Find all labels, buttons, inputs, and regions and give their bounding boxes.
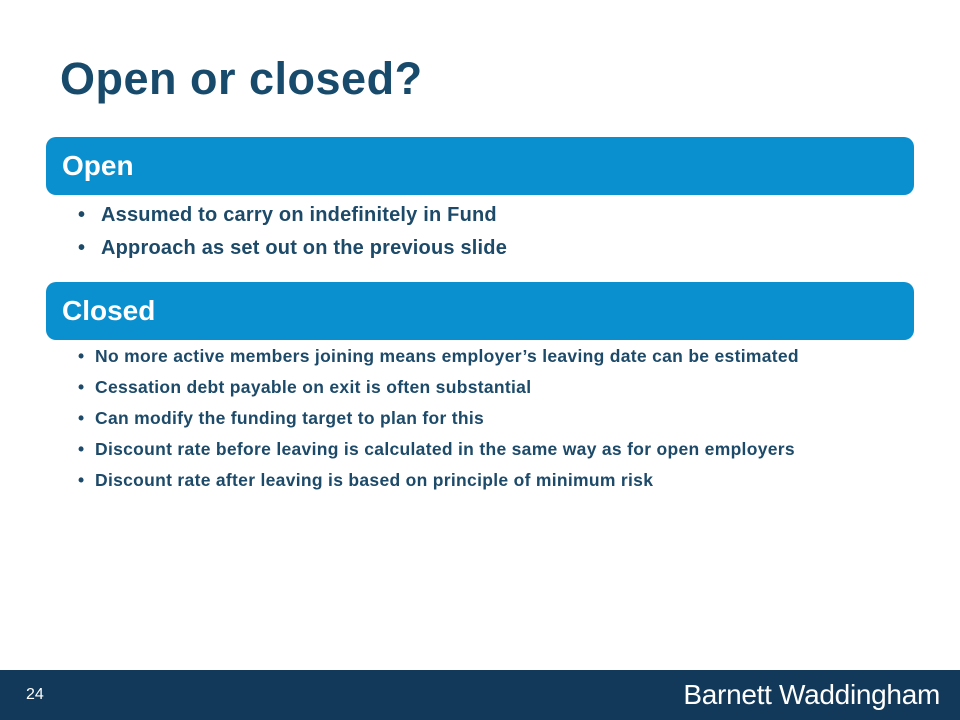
list-item <box>78 470 878 491</box>
bullet-text: Assumed to carry on indefinitely in Fund <box>101 204 497 226</box>
closed-bullet-list <box>78 346 878 501</box>
bullet-text: Discount rate after leaving is based on principle of minimum risk <box>95 470 654 490</box>
list-item <box>78 439 878 460</box>
closed-section-heading: Closed <box>62 295 156 326</box>
list-item <box>78 377 878 398</box>
list-item <box>78 346 878 367</box>
brand-logo: Barnett Waddingham <box>683 679 940 710</box>
bullet-text: No more active members joining means employer’s leaving date can be estimated <box>95 346 799 366</box>
open-section-header <box>46 137 914 195</box>
bullet-text: Discount rate before leaving is calculated in the same way as for open employers <box>95 439 795 459</box>
bullet-icon: • <box>78 346 85 366</box>
list-item <box>78 202 908 228</box>
open-bullet-list <box>78 202 908 268</box>
bullet-icon: • <box>78 439 85 459</box>
closed-section-header <box>46 282 914 340</box>
list-item <box>78 235 908 261</box>
bullet-icon: • <box>78 204 86 226</box>
bullet-text: Can modify the funding target to plan for this <box>95 408 485 428</box>
bullet-text: Approach as set out on the previous slide <box>101 237 508 259</box>
open-section-heading: Open <box>62 150 134 181</box>
bullet-icon: • <box>78 377 85 397</box>
footer-bar <box>0 670 960 720</box>
page-number: 24 <box>26 686 44 703</box>
bullet-icon: • <box>78 408 85 428</box>
slide-title: Open or closed? <box>60 53 423 104</box>
bullet-icon: • <box>78 470 85 490</box>
bullet-icon: • <box>78 237 86 259</box>
bullet-text: Cessation debt payable on exit is often substantial <box>95 377 532 397</box>
list-item <box>78 408 878 429</box>
